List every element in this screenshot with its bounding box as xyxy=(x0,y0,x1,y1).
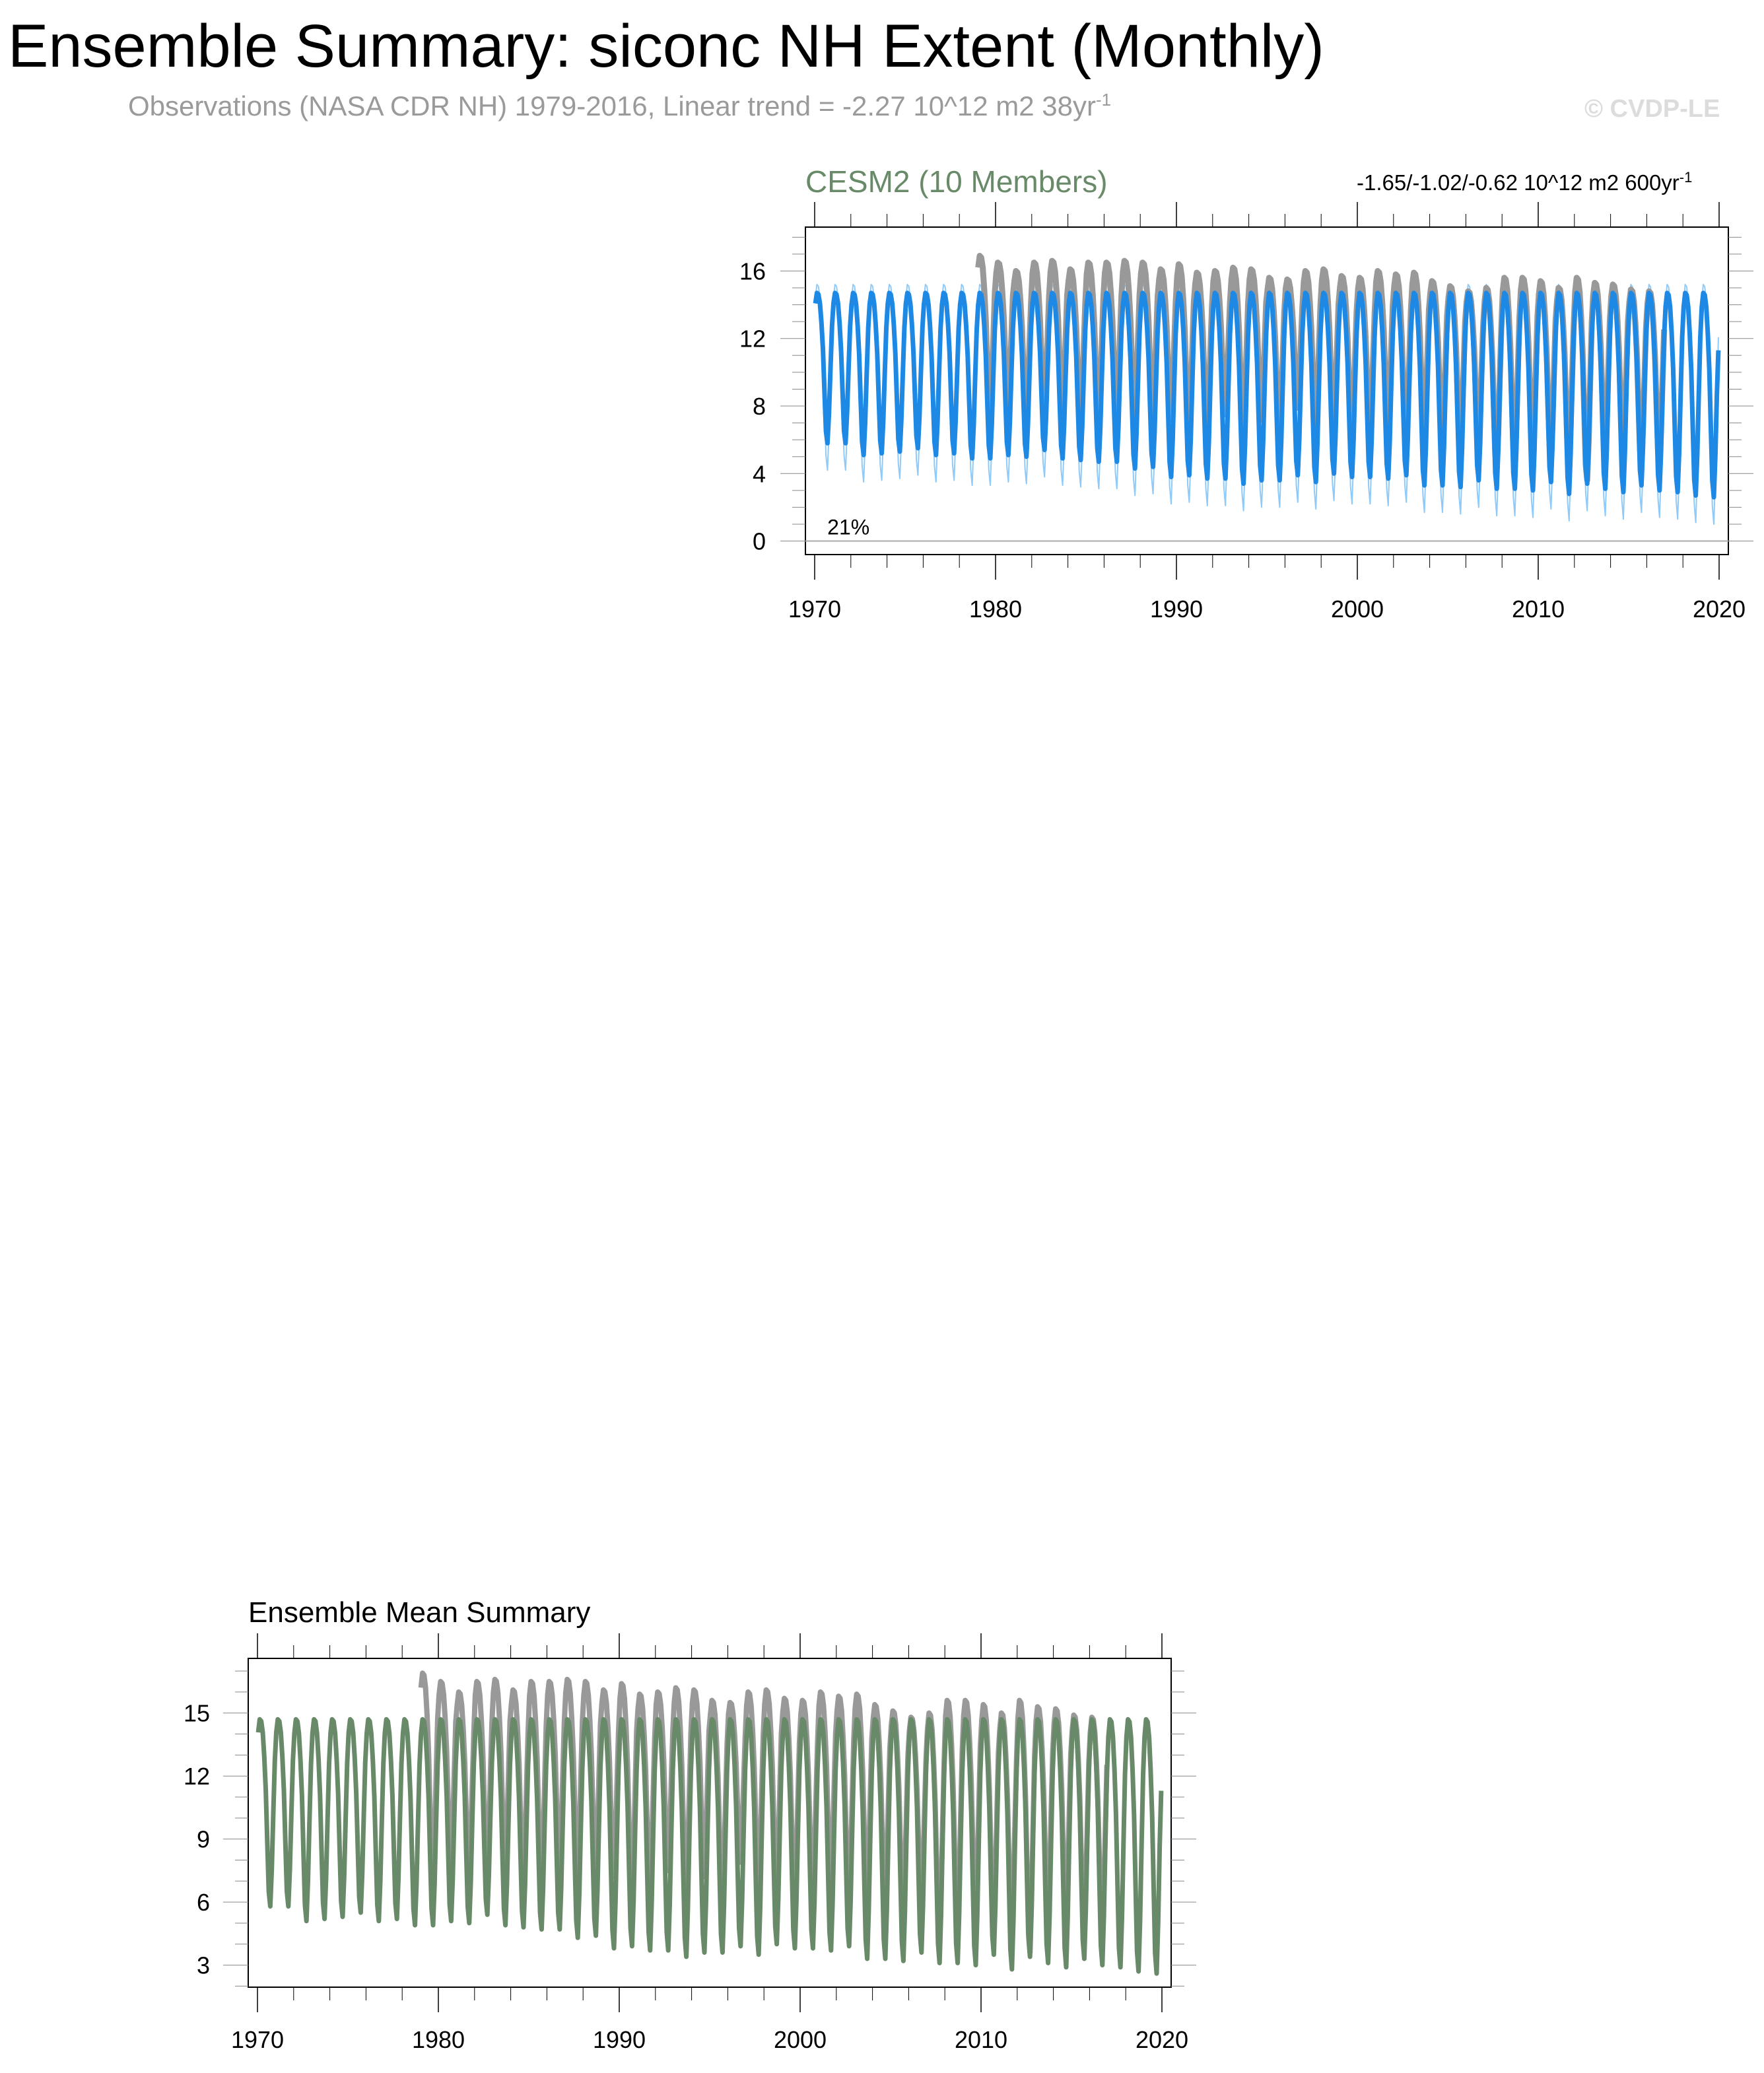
subtitle-text: Observations (NASA CDR NH) 1979-2016, Linear trend = -2.27 10^12 m2 38yr xyxy=(128,90,1096,121)
y-tick-label: 6 xyxy=(196,1889,210,1917)
x-tick-label: 2020 xyxy=(1692,595,1746,623)
y-tick-label: 9 xyxy=(196,1825,210,1853)
y-tick-label: 0 xyxy=(752,527,766,555)
y-tick-label: 8 xyxy=(752,393,766,421)
y-tick-label: 15 xyxy=(183,1699,210,1727)
trend-exponent: -1 xyxy=(1679,169,1693,186)
x-tick-label: 2020 xyxy=(1135,2026,1189,2053)
x-tick-label: 2000 xyxy=(773,2026,827,2053)
x-tick-label: 1990 xyxy=(1149,595,1204,623)
y-tick-label: 12 xyxy=(739,325,766,353)
x-tick-label: 1990 xyxy=(592,2026,646,2053)
percentile-annotation: 21% xyxy=(827,515,870,539)
ensemble-mean-chart-title: Ensemble Mean Summary xyxy=(248,1596,591,1629)
x-tick-label: 1980 xyxy=(968,595,1023,623)
cesm2-chart-title: CESM2 (10 Members) xyxy=(805,164,1108,199)
y-tick-label: 4 xyxy=(752,460,766,488)
subtitle-exponent: -1 xyxy=(1095,90,1112,110)
x-tick-label: 2010 xyxy=(954,2026,1008,2053)
ensemble-mean-panel xyxy=(184,1633,1196,2053)
trend-value: -1.65/-1.02/-0.62 10^12 m2 600yr xyxy=(1357,170,1679,195)
x-tick-label: 2000 xyxy=(1330,595,1384,623)
y-tick-label: 3 xyxy=(196,1952,210,1979)
y-tick-label: 16 xyxy=(739,257,766,285)
x-tick-label: 1970 xyxy=(230,2026,285,2053)
copyright-watermark: © CVDP-LE xyxy=(1584,95,1720,123)
x-tick-label: 1970 xyxy=(788,595,842,623)
y-tick-label: 12 xyxy=(183,1763,210,1790)
x-tick-label: 2010 xyxy=(1511,595,1565,623)
x-tick-label: 1980 xyxy=(411,2026,465,2053)
cesm2-panel xyxy=(739,202,1753,623)
page-title: Ensemble Summary: siconc NH Extent (Monthly) xyxy=(8,13,1324,80)
